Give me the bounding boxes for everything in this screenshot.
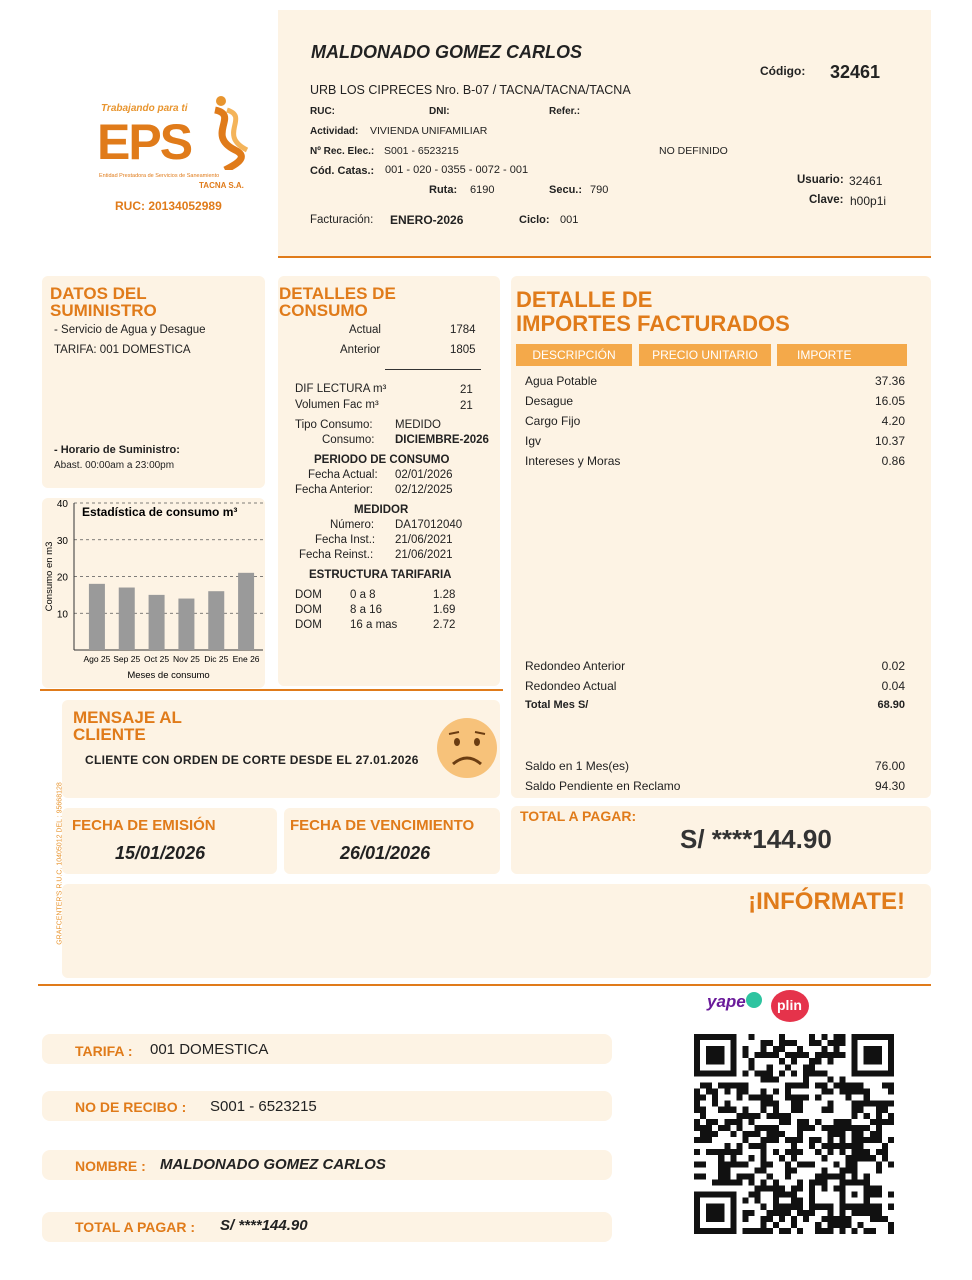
total-mes-label: Total Mes S/ [525,699,589,711]
tarifa-row-3-class: DOM [295,619,322,631]
supply-tariff: TARIFA: 001 DOMESTICA [54,344,191,356]
logo-city: TACNA S.A. [199,181,244,190]
footer-name-label: NOMBRE : [75,1158,146,1174]
customer-header [278,10,931,258]
periodo-title: PERIODO DE CONSUMO [314,454,450,466]
chart-xtick-label: Oct 25 [144,654,170,664]
amounts-title-line2: IMPORTES FACTURADOS [516,311,790,336]
fecha-anterior-value: 02/12/2025 [395,484,453,496]
ruta-value: 6190 [470,184,495,196]
chart-xtick-label: Dic 25 [204,654,229,664]
footer-tariff-pill [42,1034,612,1064]
redondeo-anterior-value: 0.02 [881,659,905,673]
item-desague-label: Desague [525,394,574,408]
chart-bar [238,573,254,650]
ciclo-value: 001 [560,214,579,226]
volumen-label: Volumen Fac m³ [295,399,379,411]
bottom-divider [38,984,931,986]
catas-value: 001 - 020 - 0355 - 0072 - 001 [385,164,529,176]
chart-ytick-label: 20 [56,572,68,584]
tarifa-row-1-range: 0 a 8 [350,589,376,601]
clave-value: h00p1i [850,194,887,208]
logo-water-swoosh [195,95,255,170]
fecha-inst-label: Fecha Inst.: [315,534,376,546]
footer-receipt-pill [42,1091,612,1121]
customer-name: MALDONADO GOMEZ CARLOS [311,42,582,62]
ruc-label: RUC: [310,106,335,117]
facturacion-value: ENERO-2026 [390,213,464,227]
chart-ytick-label: 40 [56,499,68,510]
saldo-value: 76.00 [874,759,905,773]
tarifa-row-3-range: 16 a mas [350,619,398,631]
medidor-title: MEDIDOR [354,504,409,516]
total-mes-value: 68.90 [877,699,905,711]
footer-tariff-label: TARIFA : [75,1043,133,1059]
supply-data-panel [42,276,265,488]
message-title: MENSAJE AL CLIENTE [73,708,182,744]
chart-ytick-label: 10 [56,609,68,621]
supply-schedule-label: - Horario de Suministro: [54,444,180,456]
item-desague-value: 16.05 [874,394,905,408]
company-logo [95,95,260,220]
footer-tariff-value: 001 DOMESTICA [150,1041,269,1058]
consumption-title: DETALLES DE CONSUMO [279,284,396,320]
redondeo-actual-value: 0.04 [881,679,905,693]
consumo-period-value: DICIEMBRE-2026 [395,434,489,446]
item-intereses-label: Intereses y Moras [525,454,621,468]
actividad-value: VIVIENDA UNIFAMILIAR [370,125,488,137]
fecha-reinst-label: Fecha Reinst.: [299,549,374,561]
consumption-details-panel [278,276,500,686]
reclamo-value: 94.30 [874,779,905,793]
footer-receipt-label: NO DE RECIBO : [75,1099,187,1115]
item-cargo-label: Cargo Fijo [525,414,581,428]
plin-logo: plin [777,997,802,1013]
chart-ylabel: Consumo en m3 [44,541,55,612]
payment-qr-code [694,1034,894,1234]
emission-date-value: 15/01/2026 [115,843,206,863]
reading-previous-label: Anterior [340,344,381,356]
consumption-chart-panel [42,498,265,688]
col-header-importe: IMPORTE [777,344,907,366]
tarifa-row-3-price: 2.72 [433,619,456,631]
fecha-reinst-value: 21/06/2021 [395,549,453,561]
due-date-label: FECHA DE VENCIMIENTO [290,817,475,834]
total-label: TOTAL A PAGAR: [520,808,637,824]
tarifa-row-2-price: 1.69 [433,604,456,616]
supply-schedule-value: Abast. 00:00am a 23:00pm [54,460,175,471]
fecha-anterior-label: Fecha Anterior: [295,484,373,496]
tarifa-row-1-price: 1.28 [433,589,456,601]
yape-badge-icon [746,992,762,1008]
dif-lectura-label: DIF LECTURA m³ [295,383,387,395]
chart-bar [178,599,194,650]
volumen-value: 21 [460,400,473,412]
facturacion-label: Facturación: [310,214,374,226]
tipo-consumo-value: MEDIDO [395,419,441,431]
footer-receipt-value: S001 - 6523215 [210,1098,317,1115]
amounts-title-line1: DETALLE DE [516,287,653,312]
due-date-panel [284,808,500,874]
item-cargo-value: 4.20 [881,414,905,428]
codigo-value: 32461 [830,62,881,82]
total-value: S/ ****144.90 [680,824,832,854]
redondeo-actual-label: Redondeo Actual [525,679,617,693]
customer-message-panel [62,700,500,798]
usuario-value: 32461 [849,174,883,188]
message-text: CLIENTE CON ORDEN DE CORTE DESDE EL 27.01.2026 [85,753,419,767]
fecha-inst-value: 21/06/2021 [395,534,453,546]
footer-total-label: TOTAL A PAGAR : [75,1219,196,1235]
chart-xtick-label: Ago 25 [83,654,111,664]
supply-title: DATOS DEL SUMINISTRO [50,284,157,320]
reading-divider [385,369,481,370]
tarifa-row-2-class: DOM [295,604,322,616]
chart-xtick-label: Sep 25 [113,654,141,664]
reading-previous-value: 1805 [450,344,476,356]
supply-service: - Servicio de Agua y Desague [54,324,206,336]
logo-ruc: RUC: 20134052989 [115,199,222,213]
item-agua-label: Agua Potable [525,374,598,388]
catas-label: Cód. Catas.: [310,165,375,177]
item-agua-value: 37.36 [874,374,905,388]
reclamo-label: Saldo Pendiente en Reclamo [525,779,681,793]
estructura-title: ESTRUCTURA TARIFARIA [309,569,452,581]
yape-logo: yape [707,992,746,1011]
secu-label: Secu.: [549,184,583,196]
fecha-actual-label: Fecha Actual: [308,469,378,481]
rec-elec-label: Nº Rec. Elec.: [310,146,375,157]
col-header-precio: PRECIO UNITARIO [639,344,771,366]
section-divider [40,689,503,691]
logo-tagline: Trabajando para ti [101,103,188,114]
footer-name-value: MALDONADO GOMEZ CARLOS [160,1156,386,1173]
item-intereses-value: 0.86 [881,454,905,468]
due-date-value: 26/01/2026 [340,843,431,863]
sad-face-icon [435,716,499,780]
tarifa-row-1-class: DOM [295,589,322,601]
consumption-chart [42,498,265,688]
usuario-label: Usuario: [797,174,844,186]
no-definido: NO DEFINIDO [659,145,728,157]
consumo-period-label: Consumo: [322,434,375,446]
chart-bar [208,591,224,650]
secu-value: 790 [590,184,609,196]
chart-bar [89,584,105,650]
ciclo-label: Ciclo: [519,214,550,226]
chart-xlabel: Meses de consumo [127,670,210,681]
codigo-label: Código: [760,64,806,78]
ruta-label: Ruta: [429,184,458,196]
chart-xtick-label: Ene 26 [232,654,260,664]
customer-address: URB LOS CIPRECES Nro. B-07 / TACNA/TACNA/TACNA [310,83,631,97]
redondeo-anterior-label: Redondeo Anterior [525,659,626,673]
footer-name-pill [42,1150,612,1180]
info-panel [62,884,931,978]
actividad-label: Actividad: [310,126,359,137]
footer-total-value: S/ ****144.90 [220,1217,308,1234]
dif-lectura-value: 21 [460,384,473,396]
clave-label: Clave: [809,194,844,206]
tarifa-row-2-range: 8 a 16 [350,604,382,616]
printer-side-text: GRAFCENTER'S R.U.C. 10405012 DEL : 95668128 [56,782,64,945]
chart-title: Estadística de consumo m³ [82,505,238,519]
item-igv-value: 10.37 [874,434,905,448]
dni-label: DNI: [429,106,450,117]
medidor-numero-value: DA17012040 [395,519,463,531]
rec-elec-value: S001 - 6523215 [384,145,459,157]
col-header-descripcion: DESCRIPCIÓN [516,344,632,366]
chart-xtick-label: Nov 25 [172,654,200,664]
footer-total-pill [42,1212,612,1242]
reading-actual-label: Actual [349,324,381,336]
medidor-numero-label: Número: [330,519,375,531]
fecha-actual-value: 02/01/2026 [395,469,453,481]
tipo-consumo-label: Tipo Consumo: [295,419,373,431]
refer-label: Refer.: [549,106,581,117]
chart-bar [119,588,135,650]
chart-ytick-label: 30 [56,535,68,547]
logo-subtitle: Entidad Prestadora de Servicios de Saneamiento [99,173,220,179]
reading-actual-value: 1784 [450,324,476,336]
chart-bar [149,595,165,650]
emission-date-panel [62,808,277,874]
saldo-label: Saldo en 1 Mes(es) [525,759,630,773]
total-panel [511,806,931,874]
info-title: ¡INFÓRMATE! [748,888,905,915]
emission-date-label: FECHA DE EMISIÓN [72,817,216,834]
logo-mark: EPS [97,114,192,170]
item-igv-label: Igv [525,434,542,448]
